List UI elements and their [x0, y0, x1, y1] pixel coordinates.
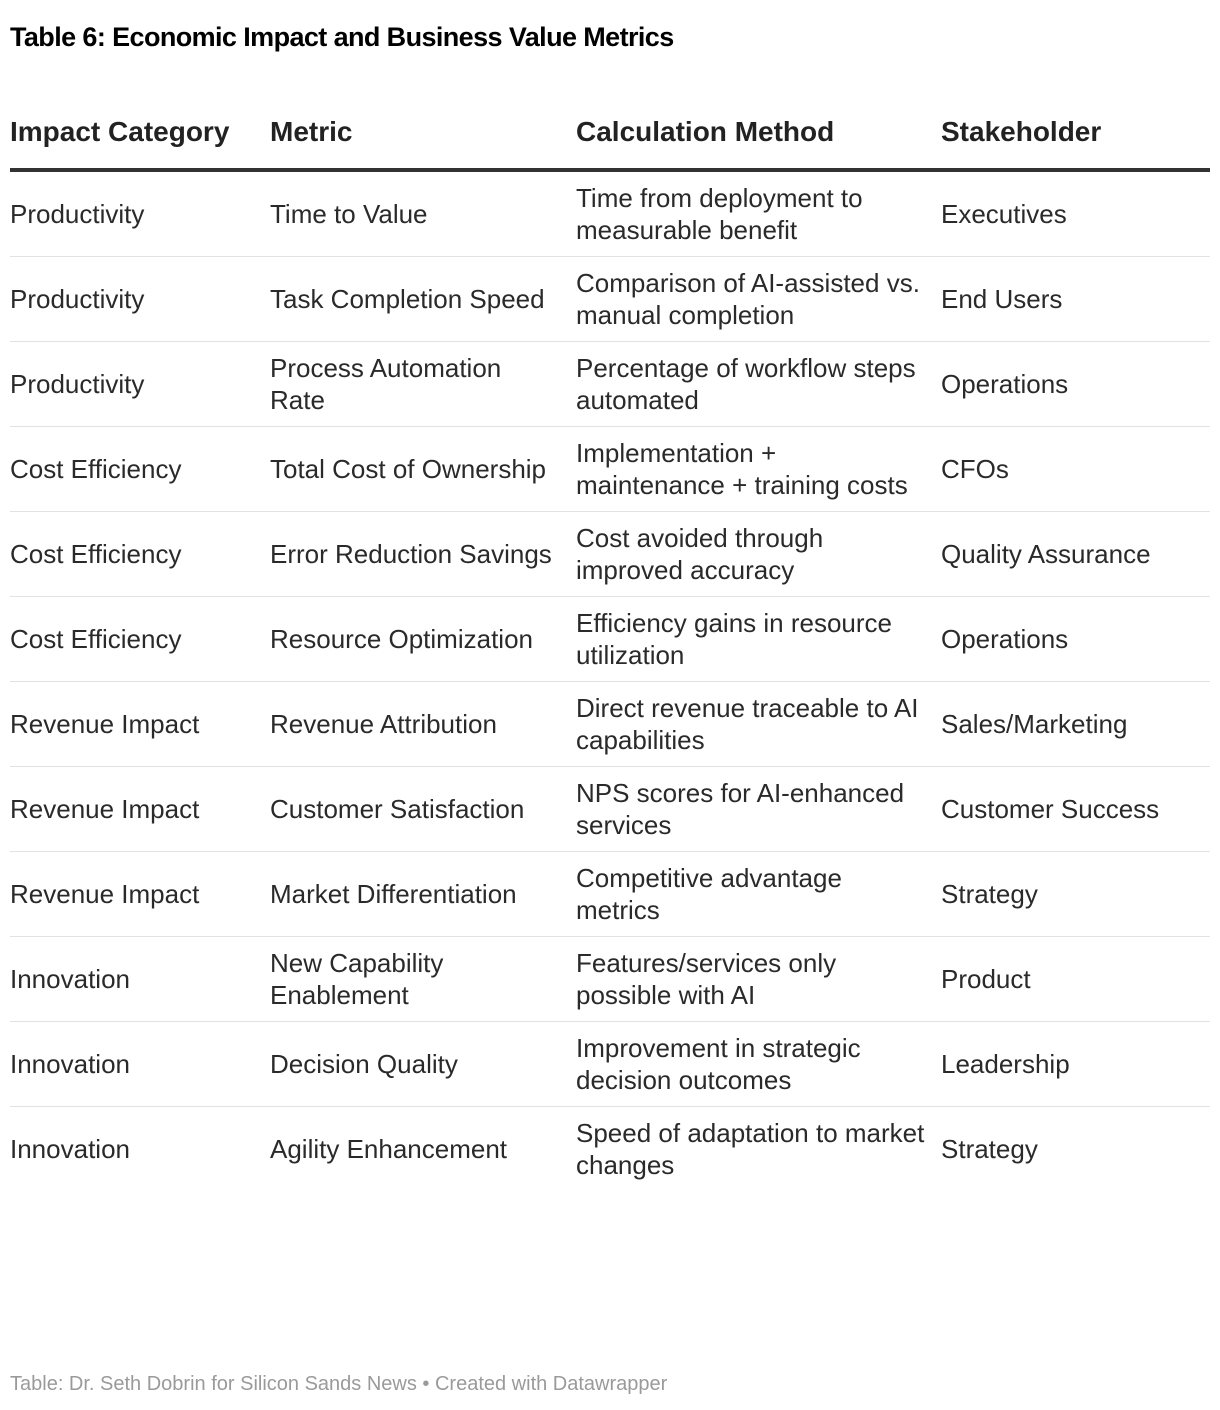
cell-calculation-method: Comparison of AI-assisted vs. manual completion — [576, 257, 941, 342]
table-row — [10, 257, 1210, 342]
cell-stakeholder: Strategy — [941, 852, 1210, 937]
cell-impact-category: Innovation — [10, 937, 270, 1022]
table-row — [10, 852, 1210, 937]
cell-calculation-method: Time from deployment to measurable benefit — [576, 170, 941, 257]
cell-metric: Time to Value — [270, 170, 576, 257]
table-row — [10, 682, 1210, 767]
cell-calculation-method: Competitive advantage metrics — [576, 852, 941, 937]
cell-metric: New Capability Enablement — [270, 937, 576, 1022]
cell-stakeholder: Customer Success — [941, 767, 1210, 852]
cell-metric: Resource Optimization — [270, 597, 576, 682]
cell-calculation-method: NPS scores for AI-enhanced services — [576, 767, 941, 852]
table-row — [10, 937, 1210, 1022]
cell-impact-category: Productivity — [10, 170, 270, 257]
cell-stakeholder: Leadership — [941, 1022, 1210, 1107]
cell-stakeholder: Product — [941, 937, 1210, 1022]
cell-impact-category: Innovation — [10, 1022, 270, 1107]
cell-metric: Error Reduction Savings — [270, 512, 576, 597]
column-header-stakeholder: Stakeholder — [941, 110, 1210, 170]
cell-metric: Revenue Attribution — [270, 682, 576, 767]
cell-metric: Market Differentiation — [270, 852, 576, 937]
table-row — [10, 512, 1210, 597]
cell-metric: Decision Quality — [270, 1022, 576, 1107]
table-title: Table 6: Economic Impact and Business Value Metrics — [10, 22, 674, 52]
cell-calculation-method: Improvement in strategic decision outcomes — [576, 1022, 941, 1107]
cell-impact-category: Revenue Impact — [10, 852, 270, 937]
cell-impact-category: Productivity — [10, 342, 270, 427]
cell-stakeholder: Quality Assurance — [941, 512, 1210, 597]
cell-calculation-method: Efficiency gains in resource utilization — [576, 597, 941, 682]
cell-impact-category: Innovation — [10, 1134, 130, 1164]
cell-calculation-method: Features/services only possible with AI — [576, 937, 941, 1022]
table-row — [10, 767, 1210, 852]
source-credit: Table: Dr. Seth Dobrin for Silicon Sands News • Created with Datawrapper — [10, 1373, 668, 1395]
cell-stakeholder: Sales/Marketing — [941, 682, 1210, 767]
cell-calculation-method: Percentage of workflow steps automated — [576, 342, 941, 427]
table-row — [10, 342, 1210, 427]
cell-metric: Total Cost of Ownership — [270, 427, 576, 512]
cell-stakeholder: CFOs — [941, 427, 1210, 512]
table-row — [10, 170, 1210, 257]
cell-metric: Agility Enhancement — [270, 1134, 508, 1164]
table-row — [10, 427, 1210, 512]
column-header-calculation-method: Calculation Method — [576, 110, 941, 170]
table-row — [10, 1022, 1210, 1107]
cell-impact-category: Cost Efficiency — [10, 427, 270, 512]
cell-stakeholder: Strategy — [941, 1134, 1038, 1164]
cell-stakeholder: Operations — [941, 342, 1210, 427]
cell-calculation-method: Direct revenue traceable to AI capabilities — [576, 682, 941, 767]
cell-stakeholder: Executives — [941, 170, 1210, 257]
cell-impact-category: Cost Efficiency — [10, 512, 270, 597]
cell-impact-category: Revenue Impact — [10, 682, 270, 767]
column-header-impact-category: Impact Category — [10, 110, 270, 170]
cell-stakeholder: Operations — [941, 597, 1210, 682]
cell-calculation-method: Cost avoided through improved accuracy — [576, 512, 941, 597]
table-row — [10, 597, 1210, 682]
table-row — [10, 1107, 1210, 1192]
cell-impact-category: Cost Efficiency — [10, 597, 270, 682]
column-header-metric: Metric — [270, 110, 576, 170]
cell-calculation-method: Speed of adaptation to market changes — [576, 1118, 925, 1180]
cell-calculation-method: Implementation + maintenance + training costs — [576, 427, 941, 512]
cell-impact-category: Productivity — [10, 257, 270, 342]
cell-impact-category: Revenue Impact — [10, 767, 270, 852]
table-body — [10, 170, 1210, 1191]
cell-metric: Customer Satisfaction — [270, 767, 576, 852]
metrics-table — [10, 110, 1210, 1191]
cell-metric: Task Completion Speed — [270, 257, 576, 342]
cell-stakeholder: End Users — [941, 257, 1210, 342]
header-row — [10, 110, 1210, 170]
cell-metric: Process Automation Rate — [270, 342, 576, 427]
table-header — [10, 110, 1210, 170]
